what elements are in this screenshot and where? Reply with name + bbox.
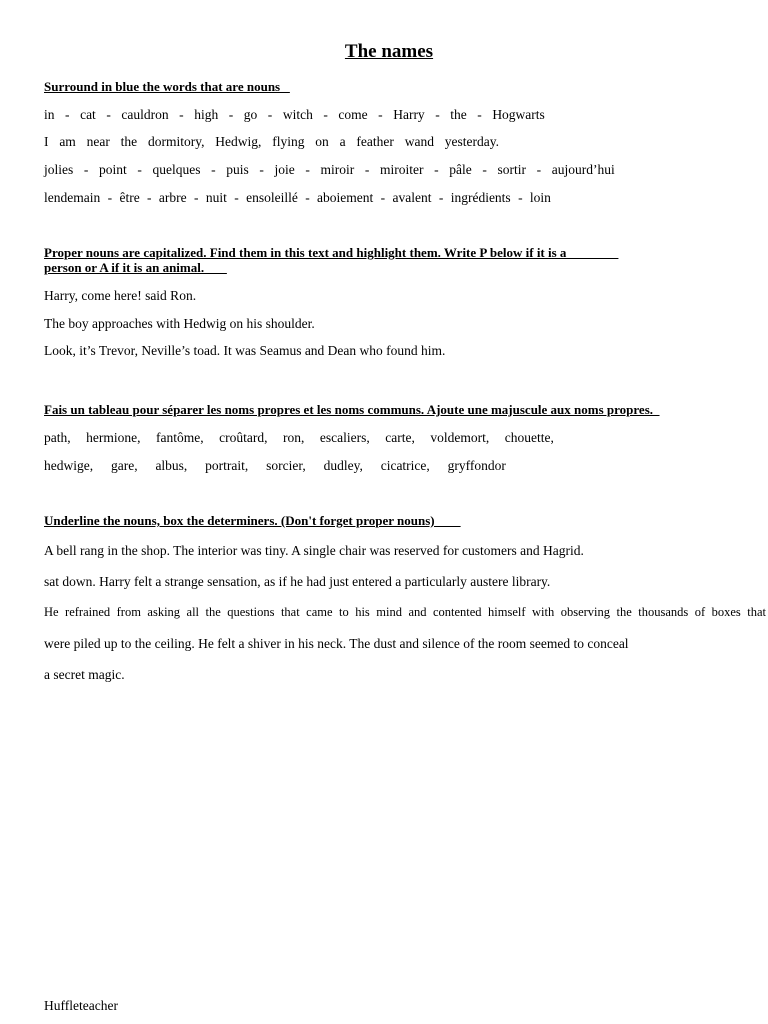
word: aboiement: [317, 190, 374, 205]
word: -: [438, 190, 444, 205]
word: cat: [80, 107, 96, 122]
word: -: [380, 190, 386, 205]
footer-author: Huffleteacher: [44, 998, 118, 1013]
word: flying: [272, 134, 305, 149]
word: refrained: [65, 605, 111, 619]
word: yesterday.: [444, 134, 499, 149]
word: jolies: [44, 162, 74, 177]
word: dormitory,: [147, 134, 205, 149]
word: hermione,: [86, 430, 141, 445]
word: near: [86, 134, 110, 149]
word: in: [44, 107, 55, 122]
word: -: [267, 107, 273, 122]
word: puis: [226, 162, 249, 177]
word: He: [44, 605, 59, 619]
word: -: [482, 162, 487, 177]
word: -: [518, 190, 523, 205]
word: cicatrice,: [380, 458, 430, 473]
word: être: [119, 190, 140, 205]
word: avalent: [392, 190, 432, 205]
word: gryffondor: [447, 458, 506, 473]
word: -: [228, 107, 234, 122]
word: hedwige,: [44, 458, 94, 473]
word: point: [99, 162, 127, 177]
word: -: [536, 162, 542, 177]
word: quelques: [152, 162, 201, 177]
word: -: [323, 107, 328, 122]
word: Hogwarts: [492, 107, 545, 122]
word: contented: [432, 605, 482, 619]
word: thousands: [638, 605, 689, 619]
word: and: [408, 605, 427, 619]
section4-line-5: a secret magic.: [44, 667, 125, 682]
word: the: [616, 605, 632, 619]
section3-line-1: [44, 430, 554, 446]
page-title: The names: [344, 41, 434, 62]
section1-line-4: [44, 190, 551, 206]
word: -: [147, 190, 152, 205]
word: -: [234, 190, 239, 205]
word: miroir: [320, 162, 355, 177]
word: -: [435, 107, 440, 122]
word: Harry: [393, 107, 425, 122]
word: questions: [227, 605, 275, 619]
word: Hedwig,: [215, 134, 262, 149]
word: -: [378, 107, 383, 122]
word: to: [339, 605, 349, 619]
word: himself: [488, 605, 526, 619]
word: gare,: [110, 458, 138, 473]
word: voldemort,: [430, 430, 490, 445]
word: -: [194, 190, 199, 205]
word: ron,: [283, 430, 305, 445]
word: feather: [356, 134, 394, 149]
word: asking: [147, 605, 181, 619]
word: ingrédients: [450, 190, 511, 205]
word: the: [205, 605, 221, 619]
word: carte,: [385, 430, 415, 445]
word: high: [194, 107, 219, 122]
section3-heading: Fais un tableau pour séparer les noms propres et les noms communs. Ajoute une majuscule aux noms propres.: [44, 402, 660, 417]
section2-line-1: Harry, come here! said Ron.: [44, 288, 197, 303]
word: lendemain: [44, 190, 101, 205]
word: came: [306, 605, 333, 619]
section4-line-2: sat down. Harry felt a strange sensation, as if he had just entered a particularly austere library.: [44, 574, 551, 589]
word: that: [747, 605, 766, 619]
word: croûtard,: [219, 430, 268, 445]
word: -: [65, 107, 70, 122]
word: loin: [529, 190, 551, 205]
word: boxes: [711, 605, 741, 619]
word: sortir: [497, 162, 527, 177]
word: nuit: [205, 190, 227, 205]
section2-heading-line2: person or A if it is an animal.: [44, 260, 227, 275]
section4-line-1: A bell rang in the shop. The interior was tiny. A single chair was reserved for customers and Hagrid.: [44, 543, 584, 558]
word: arbre: [158, 190, 187, 205]
section1-line-2: [44, 134, 499, 150]
word: that: [280, 605, 300, 619]
word: -: [106, 107, 111, 122]
word: -: [305, 190, 310, 205]
section3-line-2: [44, 458, 506, 474]
word: the: [450, 107, 467, 122]
word: -: [434, 162, 439, 177]
section2-line-3: Look, it’s Trevor, Neville’s toad. It was Seamus and Dean who found him.: [44, 343, 446, 358]
word: I: [44, 134, 49, 149]
word: all: [186, 605, 200, 619]
word: -: [83, 162, 89, 177]
section4-heading: Underline the nouns, box the determiners. (Don't forget proper nouns): [44, 513, 461, 528]
word: witch: [282, 107, 313, 122]
word: aujourd’hui: [551, 162, 615, 177]
word: pâle: [449, 162, 472, 177]
word: escaliers,: [319, 430, 370, 445]
word: miroiter: [380, 162, 424, 177]
word: -: [364, 162, 370, 177]
word: albus,: [155, 458, 188, 473]
word: -: [305, 162, 310, 177]
word: fantôme,: [156, 430, 204, 445]
word: path,: [44, 430, 71, 445]
section2-line-2: The boy approaches with Hedwig on his shoulder.: [44, 316, 315, 331]
word: -: [211, 162, 216, 177]
word: his: [355, 605, 370, 619]
word: go: [243, 107, 258, 122]
section4-line-3: [44, 605, 766, 620]
word: -: [107, 190, 113, 205]
word: on: [315, 134, 329, 149]
word: am: [59, 134, 76, 149]
word: sorcier,: [266, 458, 306, 473]
word: observing: [560, 605, 611, 619]
section1-line-3: [44, 162, 615, 178]
word: mind: [376, 605, 402, 619]
section4-line-4: were piled up to the ceiling. He felt a shiver in his neck. The dust and silence of the room seemed to conceal: [44, 636, 629, 651]
section1-heading: Surround in blue the words that are nouns: [44, 79, 290, 94]
word: -: [259, 162, 264, 177]
word: of: [694, 605, 706, 619]
word: -: [477, 107, 482, 122]
word: from: [116, 605, 141, 619]
word: dudley,: [323, 458, 363, 473]
word: joie: [274, 162, 295, 177]
word: ensoleillé: [246, 190, 298, 205]
word: -: [179, 107, 184, 122]
word: cauldron: [121, 107, 169, 122]
section1-line-1: [44, 107, 545, 123]
word: wand: [404, 134, 434, 149]
word: -: [137, 162, 142, 177]
section2-heading-line1: Proper nouns are capitalized. Find them in this text and highlight them. Write P below if it is a: [44, 245, 619, 260]
word: come: [338, 107, 368, 122]
word: with: [532, 605, 555, 619]
word: a: [339, 134, 346, 149]
word: the: [120, 134, 138, 149]
word: portrait,: [205, 458, 249, 473]
word: chouette,: [504, 430, 554, 445]
